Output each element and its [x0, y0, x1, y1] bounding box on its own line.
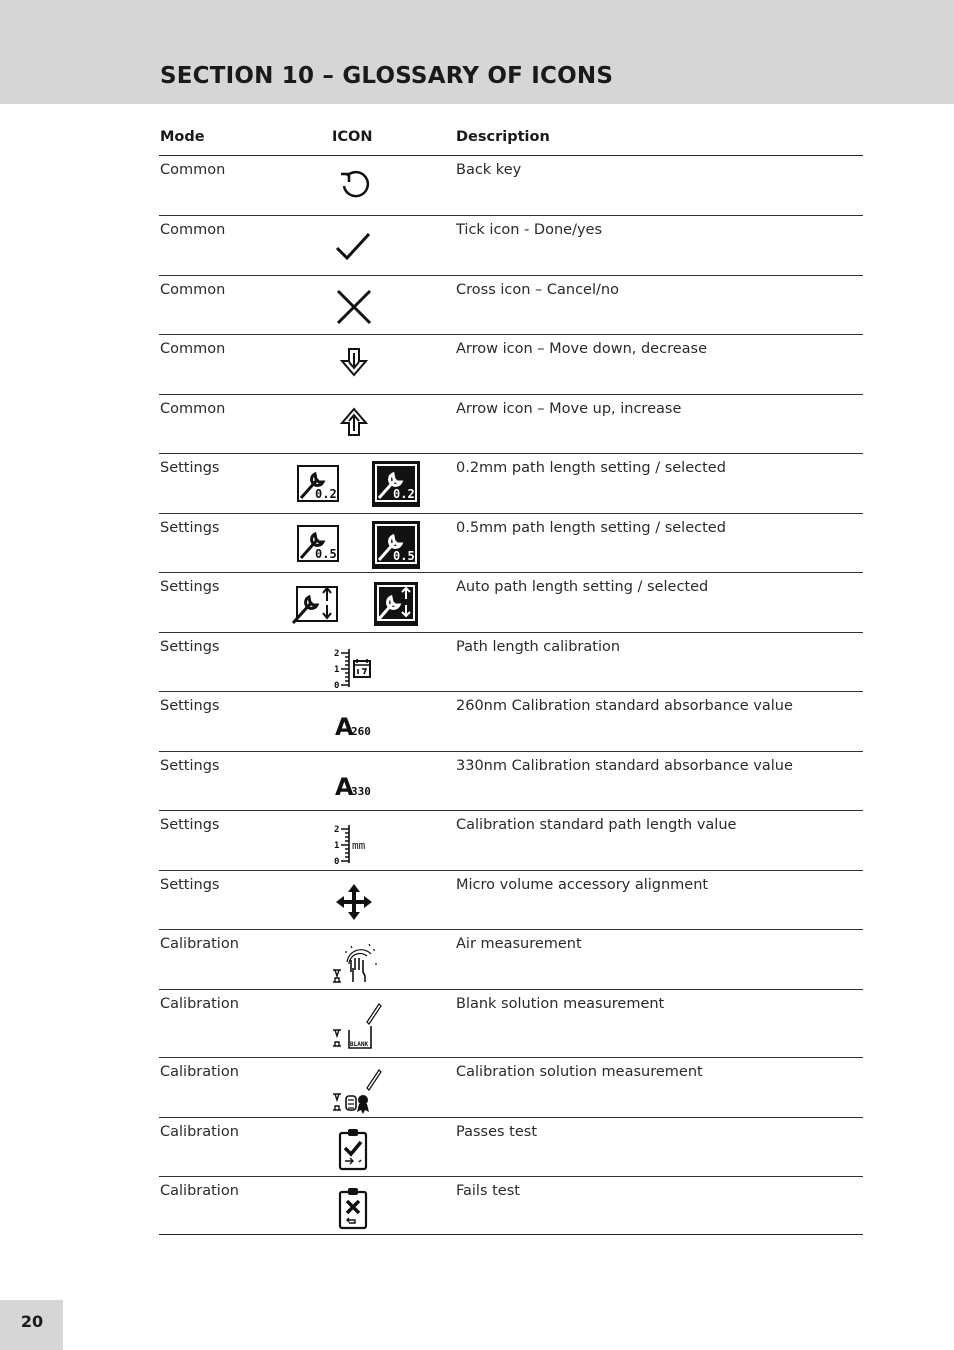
- wrench-0.2-selected-icon: [371, 460, 421, 508]
- row-mode: Settings: [160, 698, 220, 714]
- row-mode: Common: [160, 162, 226, 178]
- clipboard-fail-icon: [337, 1187, 371, 1235]
- row-description: 0.2mm path length setting / selected: [456, 460, 726, 476]
- svg-text:BLANK: BLANK: [350, 1041, 369, 1048]
- table-row: [159, 871, 863, 930]
- svg-text:0: 0: [334, 857, 340, 867]
- table-row: [159, 692, 863, 752]
- table-row: [159, 1118, 863, 1177]
- arrow-up-icon: [339, 407, 369, 439]
- row-mode: Calibration: [160, 936, 239, 952]
- table-row: [159, 1058, 863, 1118]
- svg-text:0.5: 0.5: [393, 549, 415, 563]
- row-mode: Settings: [160, 520, 220, 536]
- table-row: [159, 216, 863, 276]
- header-mode: Mode: [160, 129, 205, 145]
- wrench-0.2-icon: [295, 464, 341, 504]
- svg-text:2: 2: [334, 825, 340, 835]
- table-row: [159, 573, 863, 633]
- row-description: Arrow icon – Move down, decrease: [456, 341, 707, 357]
- svg-text:0: 0: [334, 681, 340, 691]
- page-number-box: [0, 1300, 63, 1350]
- svg-text:2: 2: [334, 649, 340, 659]
- row-mode: Common: [160, 222, 226, 238]
- row-description: Blank solution measurement: [456, 996, 665, 1012]
- row-mode: Settings: [160, 579, 220, 595]
- row-description: Passes test: [456, 1124, 538, 1140]
- wrench-0.5-icon: [295, 524, 341, 564]
- header-description: Description: [456, 129, 550, 145]
- row-description: Back key: [456, 162, 522, 178]
- row-description: Calibration solution measurement: [456, 1064, 703, 1080]
- wrench-0.5-selected-icon: [371, 520, 421, 570]
- row-description: 0.5mm path length setting / selected: [456, 520, 726, 536]
- glossary-table: [159, 126, 863, 1235]
- row-description: Auto path length setting / selected: [456, 579, 709, 595]
- svg-text:0.2: 0.2: [393, 487, 415, 501]
- row-mode: Settings: [160, 639, 220, 655]
- row-mode: Settings: [160, 460, 220, 476]
- table-row: [159, 752, 863, 811]
- table-row: [159, 990, 863, 1058]
- path-calibration-icon: [333, 645, 377, 691]
- table-row: [159, 811, 863, 871]
- row-mode: Calibration: [160, 1124, 239, 1140]
- row-description: Air measurement: [456, 936, 582, 952]
- svg-text:mm: mm: [352, 839, 366, 852]
- page-number: 20: [20, 1312, 44, 1331]
- row-mode: Settings: [160, 817, 220, 833]
- alignment-arrows-icon: [333, 881, 375, 923]
- row-mode: Calibration: [160, 996, 239, 1012]
- row-mode: Calibration: [160, 1064, 239, 1080]
- a260-icon: [335, 710, 381, 740]
- table-header: [159, 126, 863, 156]
- row-description: Calibration standard path length value: [456, 817, 737, 833]
- row-mode: Settings: [160, 877, 220, 893]
- svg-text:0.5: 0.5: [315, 547, 337, 561]
- row-mode: Common: [160, 341, 226, 357]
- row-description: Arrow icon – Move up, increase: [456, 401, 682, 417]
- table-row: [159, 276, 863, 335]
- wrench-auto-selected-icon: [373, 581, 419, 627]
- section-title: SECTION 10 – GLOSSARY OF ICONS: [160, 63, 614, 89]
- svg-text:A: A: [335, 773, 354, 800]
- row-description: 260nm Calibration standard absorbance value: [456, 698, 793, 714]
- arrow-down-icon: [339, 347, 369, 379]
- header-icon: ICON: [332, 129, 373, 145]
- table-row: [159, 514, 863, 573]
- back-key-icon: [337, 168, 373, 204]
- clipboard-pass-icon: [337, 1128, 371, 1176]
- tick-icon: [335, 230, 373, 264]
- table-row: [159, 1177, 863, 1235]
- cross-icon: [335, 288, 373, 326]
- a330-icon: [335, 770, 383, 800]
- path-length-mm-icon: [333, 821, 383, 867]
- svg-text:0.2: 0.2: [315, 487, 337, 501]
- calibration-solution-icon: [329, 1064, 385, 1118]
- table-row: [159, 930, 863, 990]
- table-row: [159, 454, 863, 514]
- table-row: [159, 156, 863, 216]
- table-row: [159, 395, 863, 454]
- wrench-auto-icon: [291, 583, 341, 625]
- air-measurement-icon: [329, 940, 381, 986]
- table-row: [159, 335, 863, 395]
- blank-measurement-icon: [329, 998, 385, 1054]
- row-mode: Calibration: [160, 1183, 239, 1199]
- svg-text:1: 1: [334, 665, 340, 675]
- svg-text:260: 260: [351, 725, 371, 738]
- row-description: Cross icon – Cancel/no: [456, 282, 619, 298]
- row-description: Fails test: [456, 1183, 520, 1199]
- table-row: [159, 633, 863, 692]
- row-description: Tick icon - Done/yes: [456, 222, 603, 238]
- row-mode: Settings: [160, 758, 220, 774]
- svg-text:330: 330: [351, 785, 371, 798]
- row-description: Micro volume accessory alignment: [456, 877, 709, 893]
- row-description: Path length calibration: [456, 639, 621, 655]
- svg-text:A: A: [335, 713, 354, 740]
- row-description: 330nm Calibration standard absorbance value: [456, 758, 793, 774]
- svg-text:1: 1: [334, 841, 340, 851]
- row-mode: Common: [160, 282, 226, 298]
- row-mode: Common: [160, 401, 226, 417]
